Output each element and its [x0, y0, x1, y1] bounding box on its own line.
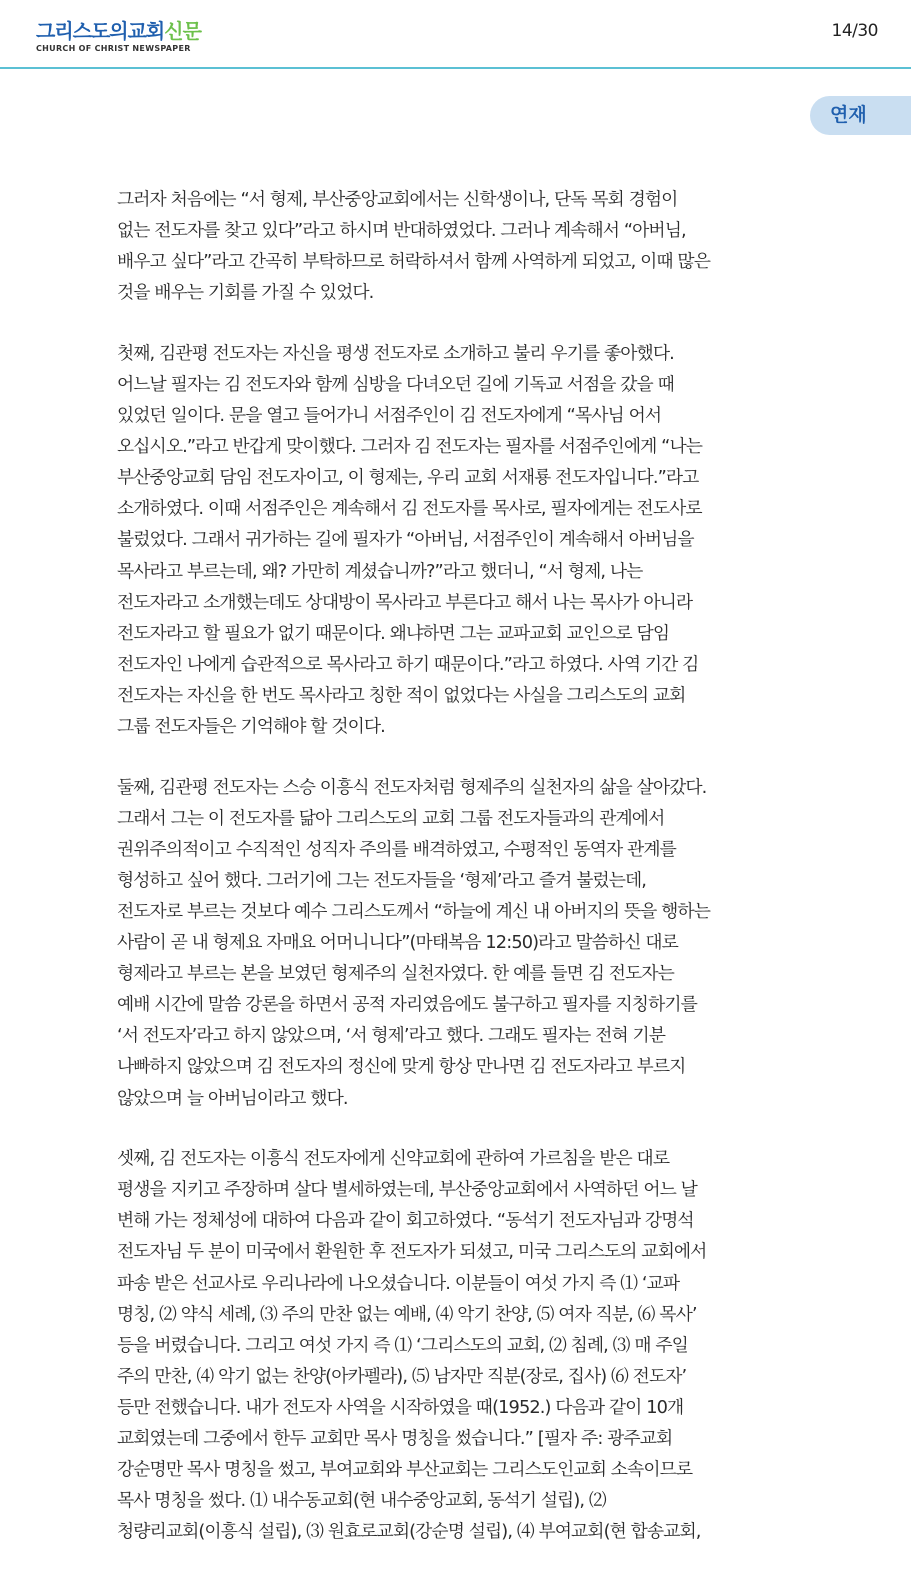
article-paragraph-1: 그러자 처음에는 “서 형제, 부산중앙교회에서는 신학생이나, 단독 목회 경험이 없는 전도자를 찾고 있다”라고 하시며 반대하였었다. 그러나 계속해서 “아버님, 배우고 싶다”라고 간곡히 부탁하므로 허락하셔서 함께 사역하게 되었고, 이때 많은 것을 배우는 기회를 가질 수 있었다.: [117, 189, 710, 304]
article-paragraph-4: 셋째, 김 전도자는 이흥식 전도자에게 신약교회에 관하여 가르침을 받은 대로 평생을 지키고 주장하며 살다 별세하였는데, 부산중앙교회에서 사역하던 어느 날 변해 가는 정체성에 대하여 다음과 같이 회고하였다. “동석기 전도자님과 강명석 전도자님 두 분이 미국에서 환원한 후 전도자가 되셨고, 미국 그리스도의 교회에서 파송 받은 선교사로 우리나라에 나오셨습니다. 이분들이 여섯 가지 즉 ⑴ ‘교파 명칭, ⑵ 약식 세례, ⑶ 주의 만찬 없는 예배, ⑷ 악기 찬양, ⑸ 여자 직분, ⑹ 목사’ 등을 버렸습니다. 그리고 여섯 가지 즉 ⑴ ‘그리스도의 교회, ⑵ 침례, ⑶ 매 주일 주의 만찬, ⑷ 악기 없는 찬양(아카펠라), ⑸ 남자만 직분(장로, 집사) ⑹ 전도자’ 등만 전했습니다. 내가 전도자 사역을 시작하였을 때(1952.) 다음과 같이 10개 교회였는데 그중에서 한두 교회만 목사 명칭을 썼습니다.” [필자 주: 광주교회 강순명만 목사 명칭을 썼고, 부여교회와 부산교회는 그리스도인교회 소속이므로 목사 명칭을 썼다. ⑴ 내수동교회(현 내수중앙교회, 동석기 설립), ⑵ 청량리교회(이흥식 설립), ⑶ 원효로교회(강순명 설립), ⑷ 부여교회(현 합송교회,: [117, 1148, 707, 1543]
logo-title: 그리스도의교회: [36, 19, 165, 43]
article-body: [117, 184, 807, 1577]
logo-subtitle: CHURCH OF CHRIST NEWSPAPER: [36, 44, 191, 53]
logo-title-accent: 신문: [164, 19, 201, 43]
newspaper-logo[interactable]: [36, 20, 201, 42]
page-number: 14/30: [831, 21, 878, 41]
article-paragraph-3: 둘째, 김관평 전도자는 스승 이흥식 전도자처럼 형제주의 실천자의 삶을 살아갔다. 그래서 그는 이 전도자를 닮아 그리스도의 교회 그룹 전도자들과의 관계에서 권위주의적이고 수직적인 성직자 주의를 배격하였고, 수평적인 동역자 관계를 형성하고 싶어 했다. 그러기에 그는 전도자들을 ‘형제’라고 즐겨 불렀는데, 전도자로 부르는 것보다 예수 그리스도께서 “하늘에 계신 내 아버지의 뜻을 행하는 사람이 곧 내 형제요 자매요 어머니니다”(마태복음 12:50)라고 말씀하신 대로 형제라고 부르는 본을 보였던 형제주의 실천자였다. 한 예를 들면 김 전도자는 예배 시간에 말씀 강론을 하면서 공적 자리였음에도 불구하고 필자를 지칭하기를 ‘서 전도자’라고 하지 않았으며, ‘서 형제’라고 했다. 그래도 필자는 전혀 기분 나빠하지 않았으며 김 전도자의 정신에 맞게 항상 만나면 김 전도자라고 부르지 않았으며 늘 아버님이라고 했다.: [117, 776, 710, 1109]
article-paragraph-2: 첫째, 김관평 전도자는 자신을 평생 전도자로 소개하고 불리 우기를 좋아했다. 어느날 필자는 김 전도자와 함께 심방을 다녀오던 길에 기독교 서점을 갔을 때 있었던 일이다. 문을 열고 들어가니 서점주인이 김 전도자에게 “목사님 어서 오십시오.”라고 반갑게 맞이했다. 그러자 김 전도자는 필자를 서점주인에게 “나는 부산중앙교회 담임 전도자이고, 이 형제는, 우리 교회 서재룡 전도자입니다.”라고 소개하였다. 이때 서점주인은 계속해서 김 전도자를 목사로, 필자에게는 전도사로 불렀었다. 그래서 귀가하는 길에 필자가 “아버님, 서점주인이 계속해서 아버님을 목사라고 부르는데, 왜? 가만히 계셨습니까?”라고 했더니, “서 형제, 나는 전도자라고 소개했는데도 상대방이 목사라고 부른다고 해서 나는 목사가 아니라 전도자라고 할 필요가 없기 때문이다. 왜냐하면 그는 교파교회 교인으로 담임 전도자인 나에게 습관적으로 목사라고 하기 때문이다.”라고 하였다. 사역 기간 김 전도자는 자신을 한 번도 목사라고 칭한 적이 없었다는 사실을 그리스도의 교회 그룹 전도자들은 기억해야 할 것이다.: [117, 342, 702, 737]
newspaper-header: [0, 0, 911, 69]
section-tag: 연재: [810, 96, 911, 135]
